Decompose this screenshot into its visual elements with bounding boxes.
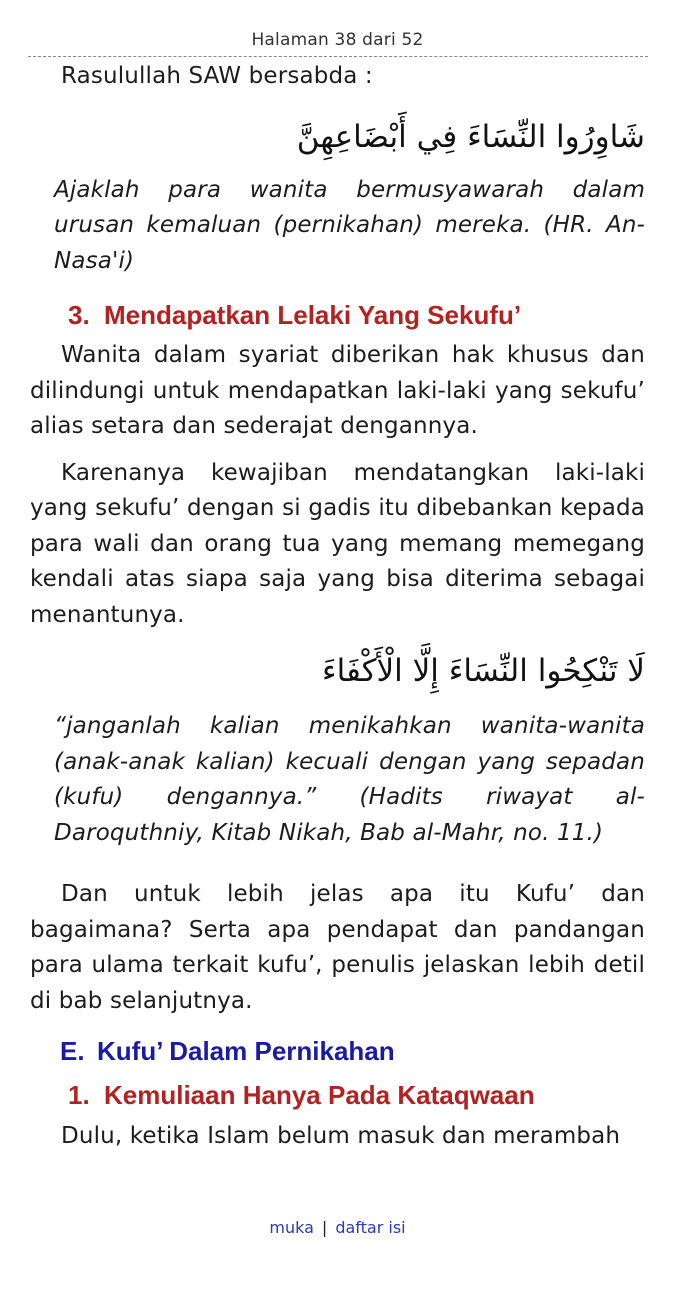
home-link[interactable]: muka [269, 1218, 314, 1237]
page-indicator: Halaman 38 dari 52 [251, 30, 424, 50]
arabic-hadith-2: لَا تَنْكِحُوا النِّسَاءَ إِلَّا الْأَكْفَاءَ [322, 653, 645, 689]
hadith-translation-1: Ajaklah para wanita bermusyawarah dalam urusan kemaluan (pernikahan) mereka. (HR. An-Nasa'i) [54, 176, 645, 274]
section-number: 3. [68, 300, 90, 330]
footer-nav [0, 1218, 675, 1237]
footer-separator: | [321, 1218, 328, 1237]
section-heading-1 [68, 1078, 645, 1112]
intro-text: Rasulullah SAW bersabda : [61, 63, 373, 89]
hadith-translation-2: “janganlah kalian menikahkan wanita-wanita (anak-anak kalian) kecuali dengan yang sepadan (kufu) dengannya.” (Hadits riwayat al-Daroquthniy, Kitab Nikah, Bab al-Mahr, no. 11.) [54, 713, 645, 846]
chapter-title: Kufu’ Dalam Pernikahan [97, 1036, 395, 1066]
paragraph: Karenanya kewajiban mendatangkan laki-laki yang sekufu’ dengan si gadis itu dibebankan kepada para wali dan orang tua yang memang memegang kendali atas siapa saja yang bisa diterima sebagai menantunya. [30, 459, 645, 628]
paragraph: Wanita dalam syariat diberikan hak khusus dan dilindungi untuk mendapatkan laki-laki yang sekufu’ alias setara dan sederajat dengannya. [30, 342, 645, 439]
table-of-contents-link[interactable]: daftar isi [335, 1218, 406, 1237]
paragraph: Dan untuk lebih jelas apa itu Kufu’ dan bagaimana? Serta apa pendapat dan pandangan para ulama terkait kufu’, penulis jelaskan lebih detil di bab selanjutnya. [30, 881, 645, 1014]
paragraph: Dulu, ketika Islam belum masuk dan merambah [61, 1123, 621, 1149]
section-title: Kemuliaan Hanya Pada Kataqwaan [104, 1080, 535, 1110]
section-title: Mendapatkan Lelaki Yang Sekufu’ [104, 300, 522, 330]
page-content [30, 56, 645, 1155]
chapter-letter: E. [60, 1036, 85, 1066]
section-heading-3 [68, 298, 645, 332]
arabic-hadith-1: شَاوِرُوا النِّسَاءَ فِي أَبْضَاعِهِنَّ [296, 118, 645, 155]
chapter-heading-E [60, 1034, 645, 1068]
section-number: 1. [68, 1080, 90, 1110]
